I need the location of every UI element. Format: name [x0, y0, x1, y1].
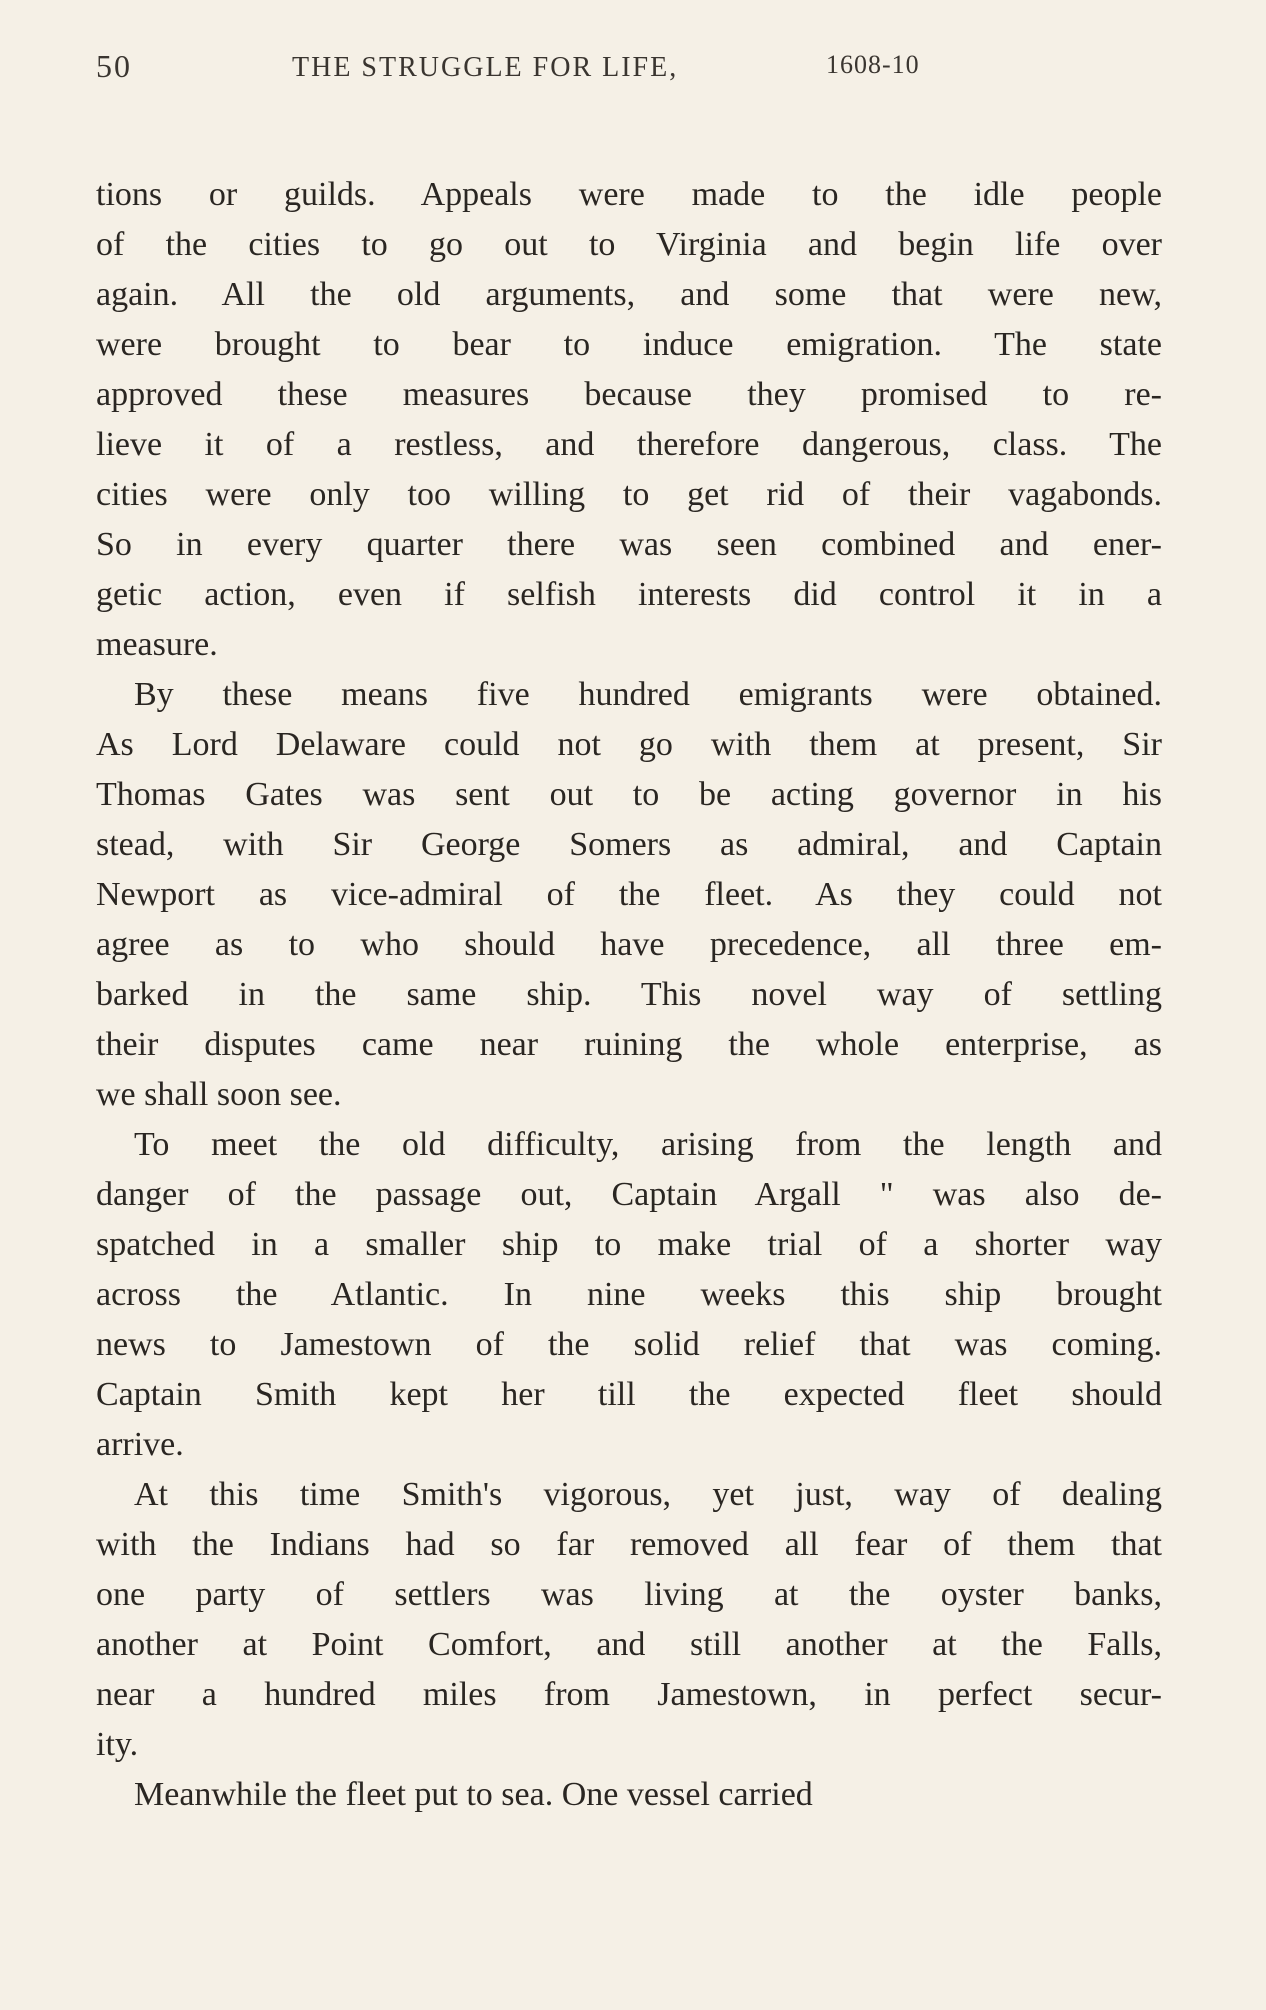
- book-page: [96, 40, 1162, 1970]
- paragraph: [96, 1120, 1162, 1470]
- text-line: measure.: [96, 626, 218, 663]
- running-years: 1608-10: [826, 50, 920, 79]
- text-line: tions or guilds. Appeals were made to the idle people: [96, 176, 1162, 213]
- running-title: THE STRUGGLE FOR LIFE,: [292, 52, 679, 83]
- text-line: So in every quarter there was seen combined and ener-: [96, 526, 1162, 563]
- text-line: Thomas Gates was sent out to be acting governor in his: [96, 776, 1162, 813]
- text-line: were brought to bear to induce emigration. The state: [96, 326, 1162, 363]
- text-line: one party of settlers was living at the oyster banks,: [96, 1576, 1162, 1613]
- text-line: we shall soon see.: [96, 1076, 342, 1113]
- text-line: cities were only too willing to get rid of their vagabonds.: [96, 476, 1162, 513]
- text-line: getic action, even if selfish interests did control it in a: [96, 576, 1162, 613]
- text-line: approved these measures because they promised to re-: [96, 376, 1162, 413]
- text-line: news to Jamestown of the solid relief that was coming.: [96, 1326, 1162, 1363]
- text-line: another at Point Comfort, and still another at the Falls,: [96, 1626, 1162, 1663]
- text-line: spatched in a smaller ship to make trial of a shorter way: [96, 1226, 1162, 1263]
- paragraph: [96, 170, 1162, 670]
- text-line: Captain Smith kept her till the expected fleet should: [96, 1376, 1162, 1413]
- text-line: agree as to who should have precedence, all three em-: [96, 926, 1162, 963]
- text-line: ity.: [96, 1726, 139, 1763]
- text-line: By these means five hundred emigrants were obtained.: [134, 676, 1162, 713]
- text-line: Meanwhile the fleet put to sea. One vessel carried: [134, 1776, 813, 1813]
- text-line: barked in the same ship. This novel way of settling: [96, 976, 1162, 1013]
- body-text: [96, 170, 1162, 1820]
- text-line: their disputes came near ruining the whole enterprise, as: [96, 1026, 1162, 1063]
- page-number: 50: [96, 48, 132, 84]
- text-line: To meet the old difficulty, arising from the length and: [134, 1126, 1162, 1163]
- text-line: arrive.: [96, 1426, 184, 1463]
- text-line: again. All the old arguments, and some that were new,: [96, 276, 1162, 313]
- text-line: As Lord Delaware could not go with them at present, Sir: [96, 726, 1162, 763]
- text-line: of the cities to go out to Virginia and begin life over: [96, 226, 1162, 263]
- text-line: near a hundred miles from Jamestown, in perfect secur-: [96, 1676, 1162, 1713]
- paragraph: [96, 1470, 1162, 1770]
- text-line: lieve it of a restless, and therefore dangerous, class. The: [96, 426, 1162, 463]
- text-line: Newport as vice-admiral of the fleet. As they could not: [96, 876, 1162, 913]
- running-head: [96, 40, 1162, 100]
- text-line: danger of the passage out, Captain Argall " was also de-: [96, 1176, 1162, 1213]
- paragraph: [96, 670, 1162, 1120]
- paragraph: [96, 1770, 1162, 1820]
- text-line: across the Atlantic. In nine weeks this ship brought: [96, 1276, 1162, 1313]
- text-line: At this time Smith's vigorous, yet just, way of dealing: [134, 1476, 1162, 1513]
- text-line: with the Indians had so far removed all fear of them that: [96, 1526, 1162, 1563]
- text-line: stead, with Sir George Somers as admiral, and Captain: [96, 826, 1162, 863]
